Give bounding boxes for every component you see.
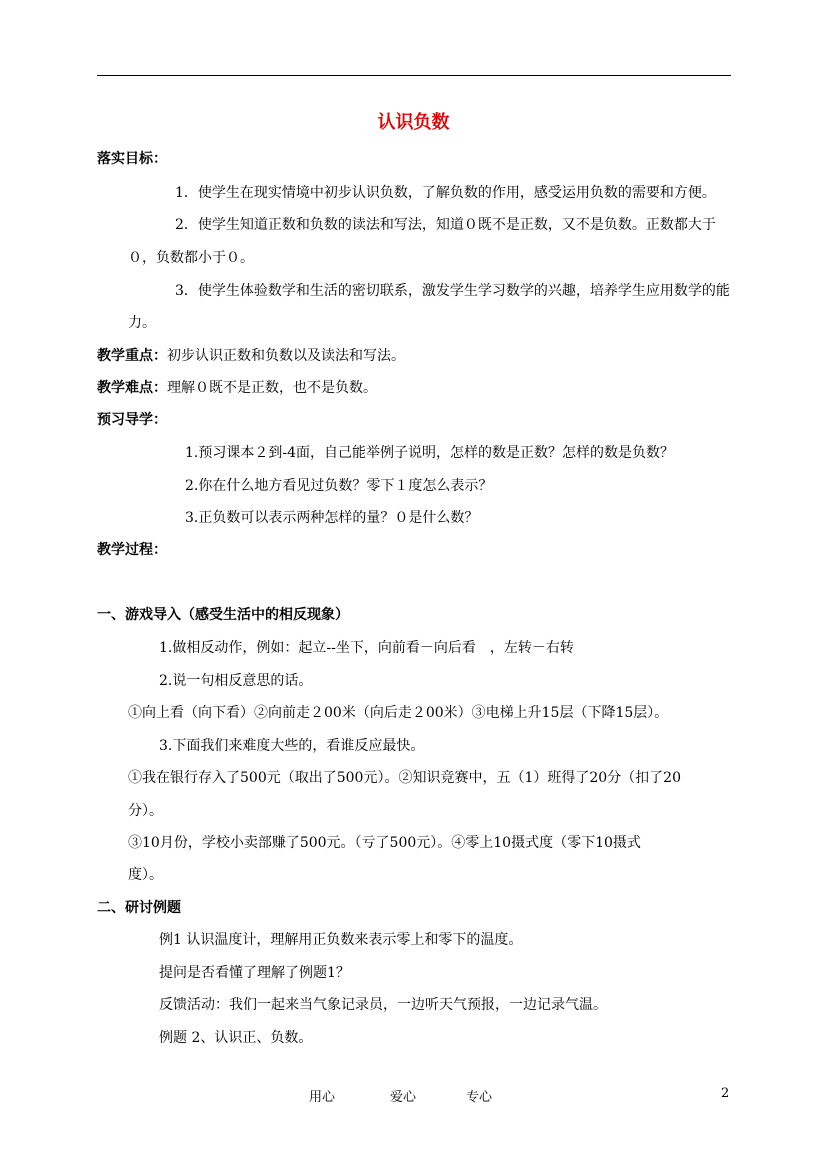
preview-item: 2.你在什么地方看见过负数？零下１度怎么表示？ [185,478,493,494]
preview-item: 1.预习课本２到-4面，自己能举例子说明，怎样的数是正数？怎样的数是负数？ [185,445,674,461]
difficulty-label: 教学难点： [97,380,167,396]
key-point-text: 初步认识正数和负数以及读法和写法。 [167,348,405,364]
objectives-heading: 落实目标： [97,151,167,167]
objective-item: 1．使学生在现实情境中初步认识负数，了解负数的作用，感受运用负数的需要和方便。 [175,185,716,201]
section2-line: 例1 认识温度计，理解用正负数来表示零上和零下的温度。 [159,932,523,948]
objective-item: ０，负数都小于０。 [128,250,254,266]
footer-item: 用心 [309,1090,336,1105]
footer-item: 爱心 [390,1090,417,1105]
section2-line: 反馈活动：我们一起来当气象记录员，一边听天气预报，一边记录气温。 [159,997,607,1013]
section1-line: 2.说一句相反意思的话。 [159,673,313,689]
section2-line: 提问是否看懂了理解了例题1？ [159,965,350,981]
difficulty-text: 理解０既不是正数，也不是负数。 [167,380,377,396]
section2-heading: 二、研讨例题 [97,900,181,916]
key-point-label: 教学重点： [97,348,167,364]
difficulty-line [97,379,377,397]
objective-item: 3．使学生体验数学和生活的密切联系，激发学生学习数学的兴趣，培养学生应用数学的能 [175,283,730,299]
footer-item: 专心 [466,1090,493,1105]
process-heading: 教学过程： [97,542,167,558]
section1-line: 1.做相反动作，例如：起立--坐下，向前看－向后看 ，左转－右转 [159,640,574,656]
key-point-line [97,347,405,365]
header-rule [97,75,731,76]
page-title: 认识负数 [377,112,450,133]
section1-heading: 一、游戏导入（感受生活中的相反现象） [97,607,349,623]
section1-line: 3.下面我们来难度大些的，看谁反应最快。 [159,738,425,754]
objective-item: 2．使学生知道正数和负数的读法和写法，知道０既不是正数，又不是负数。正数都大于 [175,217,716,233]
section1-line: ③10月份，学校小卖部赚了500元。（亏了500元）。④零上10摄式度（零下10摄式 [128,835,641,851]
preview-item: 3.正负数可以表示两种怎样的量？０是什么数？ [185,510,479,526]
section1-line: ①我在银行存入了500元（取出了500元）。②知识竞赛中，五（1）班得了20分（扣了20 [128,770,681,786]
section1-line: 度）。 [128,867,163,883]
section2-line: 例题 2、认识正、负数。 [159,1030,313,1046]
section1-line: 分）。 [128,803,163,819]
section1-line: ①向上看（向下看）②向前走２00米（向后走２00米）③电梯上升15层（下降15层）。 [128,705,669,721]
page-number: 2 [721,1086,730,1101]
objective-item: 力。 [128,315,156,331]
preview-heading: 预习导学： [97,412,167,428]
